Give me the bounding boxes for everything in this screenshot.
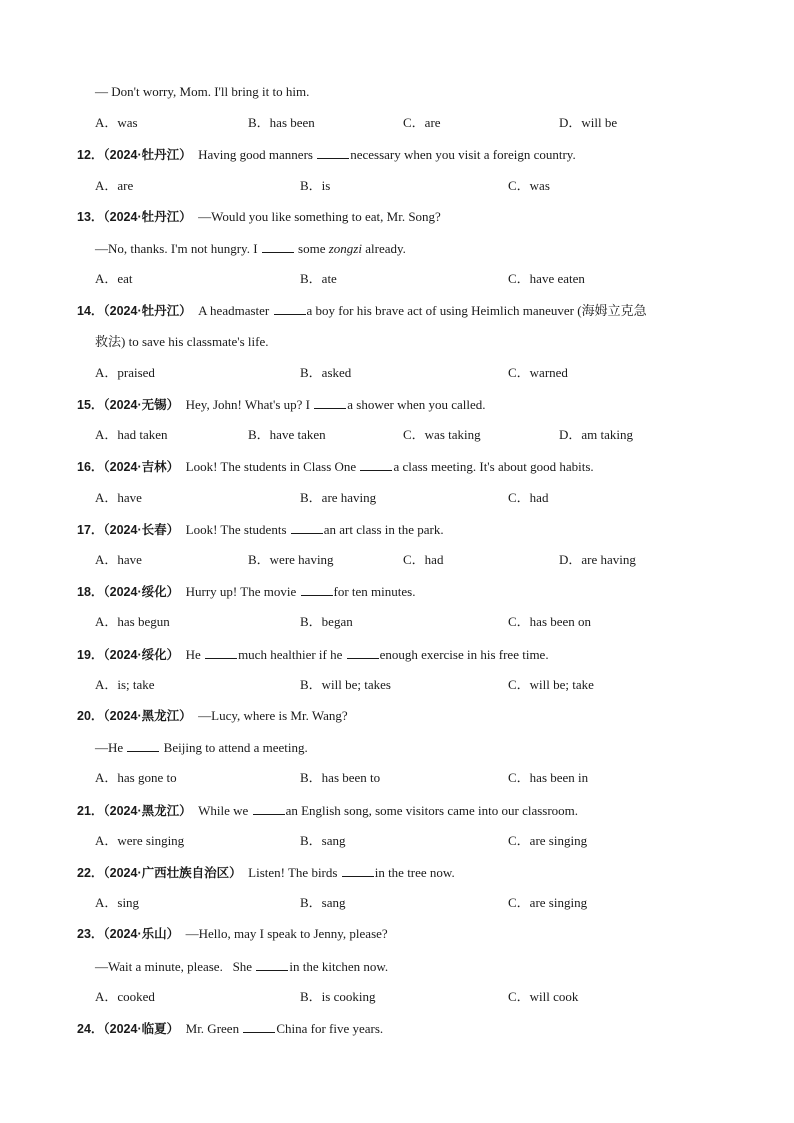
question-line	[77, 708, 348, 724]
answer-blank	[256, 958, 288, 971]
question-source: （2024·牡丹江）	[103, 209, 192, 224]
question-text: While we	[198, 802, 252, 818]
question-text: —Lucy, where is Mr. Wang?	[198, 708, 348, 723]
question-text: Look! The students	[185, 521, 290, 537]
question-source: （2024·黑龙江）	[103, 709, 192, 723]
question-source: （2024·黑龙江）	[103, 803, 192, 818]
question-number: 23．	[77, 927, 104, 942]
question-source: （2024·牡丹江）	[103, 148, 192, 163]
answer-option: A．have	[95, 552, 142, 567]
question-line	[77, 802, 578, 819]
question-line	[77, 583, 415, 600]
answer-option: C．was taking	[403, 427, 481, 443]
question-number: 24．	[77, 1022, 104, 1036]
question-number: 19．	[77, 647, 104, 662]
question-text: enough exercise in his free time.	[379, 646, 549, 662]
question-text: Hurry up! The movie	[185, 584, 300, 600]
answer-option: B．sang	[300, 832, 346, 848]
question-text: China for five years.	[276, 1021, 384, 1036]
answer-option: B．began	[300, 614, 353, 630]
answer-option: A．are	[95, 177, 134, 193]
question-source: （2024·绥化）	[103, 647, 180, 662]
answer-blank	[205, 646, 237, 659]
question-text: —Hello, may I speak to Jenny, please?	[185, 926, 388, 942]
answer-option: A．were singing	[95, 832, 185, 848]
question-number: 14．	[77, 304, 104, 319]
question-text: Listen! The birds	[248, 865, 341, 880]
question-text: A headmaster	[198, 303, 273, 319]
question-text: an art class in the park.	[323, 521, 444, 537]
answer-option: C．has been in	[508, 770, 589, 786]
answer-option: A．sing	[95, 895, 140, 911]
answer-option: B．were having	[248, 552, 334, 567]
answer-option: C．has been on	[508, 614, 592, 630]
answer-option: B．will be; takes	[300, 676, 391, 692]
answer-option: D．are having	[559, 552, 636, 567]
answer-option: C．are singing	[508, 895, 588, 911]
answer-option: C．will be; take	[508, 676, 594, 692]
question-text: Having good manners	[198, 147, 317, 163]
answer-option: B．have taken	[248, 427, 326, 443]
question-continuation	[95, 334, 268, 350]
answer-blank	[301, 583, 333, 596]
question-text: 救法) to save his classmate's life.	[95, 333, 269, 349]
question-text: for ten minutes.	[333, 584, 416, 600]
italic-term: zongzi	[328, 241, 362, 256]
question-line	[77, 926, 388, 942]
answer-option: A．cooked	[95, 988, 155, 1004]
question-number: 13．	[77, 209, 104, 224]
answer-option: C．will cook	[508, 988, 579, 1004]
question-number: 17．	[77, 522, 104, 537]
question-text: much healthier if he	[238, 646, 346, 662]
question-text: — Don't worry, Mom. I'll bring it to him.	[95, 84, 310, 99]
question-number: 18．	[77, 585, 104, 600]
question-text: some	[294, 241, 329, 256]
answer-option: D．will be	[559, 115, 618, 131]
question-text: —No, thanks. I'm not hungry. I	[95, 241, 261, 256]
question-text: already.	[361, 241, 406, 256]
question-line	[77, 864, 455, 881]
answer-option: A．praised	[95, 364, 155, 380]
question-line	[77, 458, 594, 475]
question-line	[77, 646, 549, 663]
answer-blank	[317, 146, 349, 159]
answer-option: B．ate	[300, 271, 337, 287]
question-text: an English song, some visitors came into our classroom.	[285, 802, 579, 818]
answer-blank	[253, 802, 285, 815]
answer-option: D．am taking	[559, 427, 634, 443]
question-text: —Wait a minute, please. She	[95, 958, 256, 974]
question-continuation	[95, 739, 308, 756]
answer-option: A．eat	[95, 271, 133, 287]
answer-option: A．is; take	[95, 676, 155, 692]
question-line	[77, 396, 486, 413]
question-text: necessary when you visit a foreign country.	[350, 147, 576, 163]
question-text: a class meeting. It's about good habits.	[393, 459, 594, 475]
question-source: （2024·绥化）	[103, 585, 180, 600]
question-line	[77, 521, 444, 538]
answer-option: B．has been to	[300, 770, 381, 786]
answer-blank	[342, 864, 374, 877]
question-text: He	[185, 646, 205, 662]
answer-option: C．have eaten	[508, 271, 585, 287]
question-number: 21．	[77, 803, 104, 818]
question-line	[77, 146, 576, 163]
answer-option: B．has been	[248, 115, 315, 131]
question-continuation	[95, 84, 309, 100]
answer-option: A．has begun	[95, 614, 170, 630]
answer-blank	[360, 458, 392, 471]
answer-option: C．had	[508, 489, 549, 505]
answer-option: C．are	[403, 115, 441, 131]
question-text: a shower when you called.	[347, 397, 486, 412]
question-text: Beijing to attend a meeting.	[160, 740, 308, 756]
answer-blank	[127, 739, 159, 752]
question-text: Look! The students in Class One	[185, 459, 360, 475]
answer-option: A．have	[95, 489, 142, 505]
question-source: （2024·临夏）	[103, 1022, 180, 1036]
answer-blank	[347, 646, 379, 659]
question-number: 15．	[77, 398, 104, 412]
question-source: （2024·无锡）	[103, 398, 180, 412]
answer-option: C．had	[403, 552, 444, 567]
question-text: Mr. Green	[185, 1021, 243, 1036]
answer-blank	[314, 396, 346, 409]
answer-option: B．is	[300, 177, 331, 193]
answer-option: A．has gone to	[95, 770, 177, 786]
question-continuation	[95, 958, 388, 975]
question-line	[77, 1020, 383, 1037]
question-text: a boy for his brave act of using Heimlich maneuver (海姆立克急	[306, 303, 647, 319]
question-source: （2024·牡丹江）	[103, 304, 192, 319]
answer-option: B．is cooking	[300, 988, 376, 1004]
question-text: in the tree now.	[374, 865, 455, 880]
answer-option: B．asked	[300, 364, 352, 380]
question-number: 22．	[77, 866, 104, 880]
question-source: （2024·吉林）	[103, 460, 180, 475]
question-text: —He	[95, 740, 127, 756]
answer-blank	[262, 240, 294, 253]
answer-option: B．are having	[300, 489, 377, 505]
question-source: （2024·广西壮族自治区）	[103, 866, 242, 880]
answer-option: B．sang	[300, 895, 346, 911]
question-number: 16．	[77, 460, 104, 475]
question-line	[77, 302, 647, 319]
answer-option: A．had taken	[95, 427, 168, 443]
question-text: Hey, John! What's up? I	[185, 397, 314, 412]
answer-option: C．are singing	[508, 832, 588, 848]
answer-option: C．warned	[508, 364, 568, 380]
question-number: 20．	[77, 709, 104, 723]
question-continuation	[95, 240, 406, 257]
question-text: in the kitchen now.	[289, 958, 389, 974]
question-source: （2024·长春）	[103, 522, 180, 537]
answer-blank	[243, 1020, 275, 1033]
question-source: （2024·乐山）	[103, 927, 180, 942]
question-number: 12．	[77, 148, 104, 163]
answer-blank	[291, 521, 323, 534]
answer-blank	[274, 302, 306, 315]
answer-option: C．was	[508, 177, 550, 193]
answer-option: A．was	[95, 115, 138, 131]
question-line	[77, 209, 441, 225]
question-text: —Would you like something to eat, Mr. Song?	[198, 208, 441, 224]
